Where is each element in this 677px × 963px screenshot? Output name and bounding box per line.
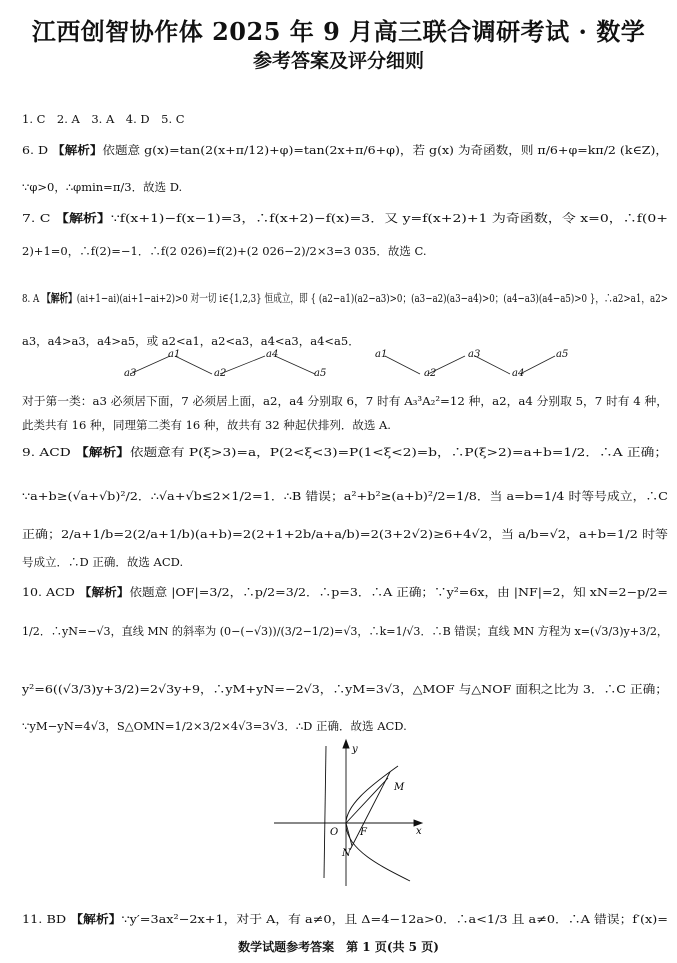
perm-label: a4 xyxy=(512,368,525,379)
answer-line-text xyxy=(22,291,668,305)
answer-line xyxy=(0,551,677,570)
answer-line-text xyxy=(22,719,407,733)
answer-line xyxy=(0,390,677,409)
perm-label: a5 xyxy=(314,368,327,379)
directrix xyxy=(324,746,326,878)
answer-text: 号成立．∴D 正确．故选 ACD. xyxy=(22,555,184,569)
answer-text: 8. A xyxy=(22,291,43,305)
answer-text: 依题意有 P(ξ>3)=a，P(2<ξ<3)=P(1<ξ<2)=b，∴P(ξ>2)=a+b=1/2．∴A 正确； xyxy=(129,445,669,459)
answer-line-text xyxy=(22,244,427,258)
answer-line-text xyxy=(22,489,668,503)
segment-on xyxy=(346,823,352,846)
analysis-tag: 【解析】 xyxy=(54,211,111,225)
answer-line-text xyxy=(22,180,182,194)
answer-line xyxy=(0,207,677,226)
answer-line xyxy=(0,176,677,195)
answer-line-text xyxy=(22,555,183,569)
answer-text: ∵yM−yN=4√3，S△OMN=1/2×3/2×4√3=3√3．∴D 正确．故选 ACD. xyxy=(22,719,407,733)
answer-line xyxy=(0,523,677,542)
perm-label: a4 xyxy=(266,349,279,360)
answer-line-text xyxy=(22,112,185,126)
answer-text: 依题意 g(x)=tan(2(x+π/12)+φ)=tan(2x+π/6+φ)，若 g(x) 为奇函数，则 π/6+φ=kπ/2 (k∈Z)， xyxy=(102,143,668,157)
answer-text: ∵φ>0，∴φmin=π/3．故选 D. xyxy=(22,180,183,194)
analysis-tag: 【解析】 xyxy=(42,291,77,305)
answer-text: 6. D xyxy=(22,143,53,157)
analysis-tag: 【解析】 xyxy=(70,912,122,926)
perm-label: a2 xyxy=(214,368,227,379)
origin-label: O xyxy=(330,827,339,838)
page-title: 江西创智协作体 2025 年 9 月高三联合调研考试 · 数学 xyxy=(31,17,646,46)
answer-line xyxy=(0,441,677,460)
analysis-tag: 【解析】 xyxy=(52,143,103,157)
perm-label: a2 xyxy=(424,368,437,379)
answer-line xyxy=(0,715,677,734)
answer-text: 11. BD xyxy=(22,912,71,926)
answer-line xyxy=(0,678,677,697)
y-axis-arrow-icon xyxy=(343,740,349,748)
y-axis-label: y xyxy=(352,744,358,755)
answer-text: a3，a4>a3，a4>a5，或 a2<a1，a2<a3，a4<a3，a4<a5． xyxy=(22,334,360,348)
answer-text: 9. ACD xyxy=(22,445,76,459)
answer-line-text xyxy=(22,624,668,638)
answer-line-text xyxy=(22,912,668,926)
answer-line-text xyxy=(22,527,668,541)
answer-line xyxy=(0,139,677,158)
perm-label: a1 xyxy=(375,349,388,360)
answer-text: 10. ACD xyxy=(22,585,79,599)
analysis-tag: 【解析】 xyxy=(75,445,130,459)
answer-line xyxy=(0,240,677,259)
perm-label: a1 xyxy=(168,349,181,360)
answer-line-text xyxy=(22,445,668,459)
answer-line-text xyxy=(22,585,668,599)
answer-text: ∵a+b≥(√a+√b)²/2．∴√a+√b≤2×1/2=1．∴B 错误；a²+b²≥(a+b)²/2=1/8．当 a=b=1/4 时等号成立，∴C xyxy=(22,489,668,503)
perm-label: a3 xyxy=(124,368,137,379)
answer-line xyxy=(0,485,677,504)
answer-text: 对于第一类：a3 必须居下面，7 必须居上面，a2，a4 分别取 6，7 时有 A₃³A₂²=12 种，a2，a4 分别取 5，7 时有 4 种， xyxy=(22,394,668,408)
answer-text: 此类共有 16 种，同理第二类有 16 种，故共有 32 种起伏排列．故选 A. xyxy=(22,418,391,432)
answer-line-text xyxy=(22,682,668,696)
answer-text: 1. C 2. A 3. A 4. D 5. C xyxy=(22,112,185,126)
answer-line-text xyxy=(22,211,668,225)
answer-text: ∵f(x+1)−f(x−1)=3，∴f(x+2)−f(x)=3．又 y=f(x+2)+1 为奇函数，令 x=0，∴f(0+ xyxy=(110,211,668,225)
answer-line xyxy=(0,108,677,127)
answer-line xyxy=(0,620,677,639)
answer-line xyxy=(0,581,677,600)
page-footer: 数学试题参考答案 第 1 页(共 5 页) xyxy=(238,940,439,954)
parabola-figure xyxy=(270,738,430,888)
perm-label: a3 xyxy=(468,349,481,360)
x-axis-label: x xyxy=(416,826,422,837)
analysis-tag: 【解析】 xyxy=(78,585,130,599)
answer-text: ∵y′=3ax²−2x+1，对于 A，有 a≠0，且 Δ=4−12a>0．∴a<1/3 且 a≠0．∴A 错误；f′(x)= xyxy=(121,912,669,926)
answer-line-text xyxy=(22,418,391,432)
answer-line xyxy=(0,908,677,927)
answer-line-text xyxy=(22,334,360,348)
answer-text: 7. C xyxy=(22,211,55,225)
answer-text: 依题意 |OF|=3/2，∴p/2=3/2．∴p=3．∴A 正确；∵y²=6x，由 |NF|=2，知 xN=2−p/2= xyxy=(129,585,668,599)
answer-line-text xyxy=(22,143,668,157)
answer-text: 2)+1=0，∴f(2)=−1．∴f(2 026)=f(2)+(2 026−2)/2×3=3 035．故选 C. xyxy=(22,244,427,258)
perm-lines xyxy=(120,348,600,382)
point-m-label: M xyxy=(394,782,405,793)
answer-text: (ai+1−ai)(ai+1−ai+2)>0 对一切 i∈{1,2,3} 恒成立，即 { (a2−a1)(a2−a3)>0；(a3−a2)(a3−a4)>0；(a4−a3)(a4−a5)>0 }，∴a2>a1，a2> xyxy=(76,291,668,305)
answer-line-text xyxy=(22,394,668,408)
answer-text: 1/2．∴yN=−√3，直线 MN 的斜率为 (0−(−√3))/(3/2−1/2)=√3，∴k=1/√3．∴B 错误；直线 MN 方程为 x=(√3/3)y+3/2， xyxy=(22,624,668,638)
answer-line xyxy=(0,414,677,433)
point-n-label: N xyxy=(342,848,351,859)
answer-text: 正确；2/a+1/b=2(2/a+1/b)(a+b)=2(2+1+2b/a+a/b)=2(3+2√2)≥6+4√2，当 a/b=√2，a+b=1/2 时等 xyxy=(22,527,668,541)
answer-text: y²=6((√3/3)y+3/2)=2√3y+9，∴yM+yN=−2√3，∴yM=3√3，△MOF 与△NOF 面积之比为 3．∴C 正确； xyxy=(22,682,668,696)
page-subtitle: 参考答案及评分细则 xyxy=(252,50,424,72)
perm-label: a5 xyxy=(556,349,569,360)
line-mn xyxy=(350,772,390,850)
answer-line xyxy=(0,287,677,306)
point-f-label: F xyxy=(360,827,367,838)
answer-line xyxy=(0,330,677,349)
